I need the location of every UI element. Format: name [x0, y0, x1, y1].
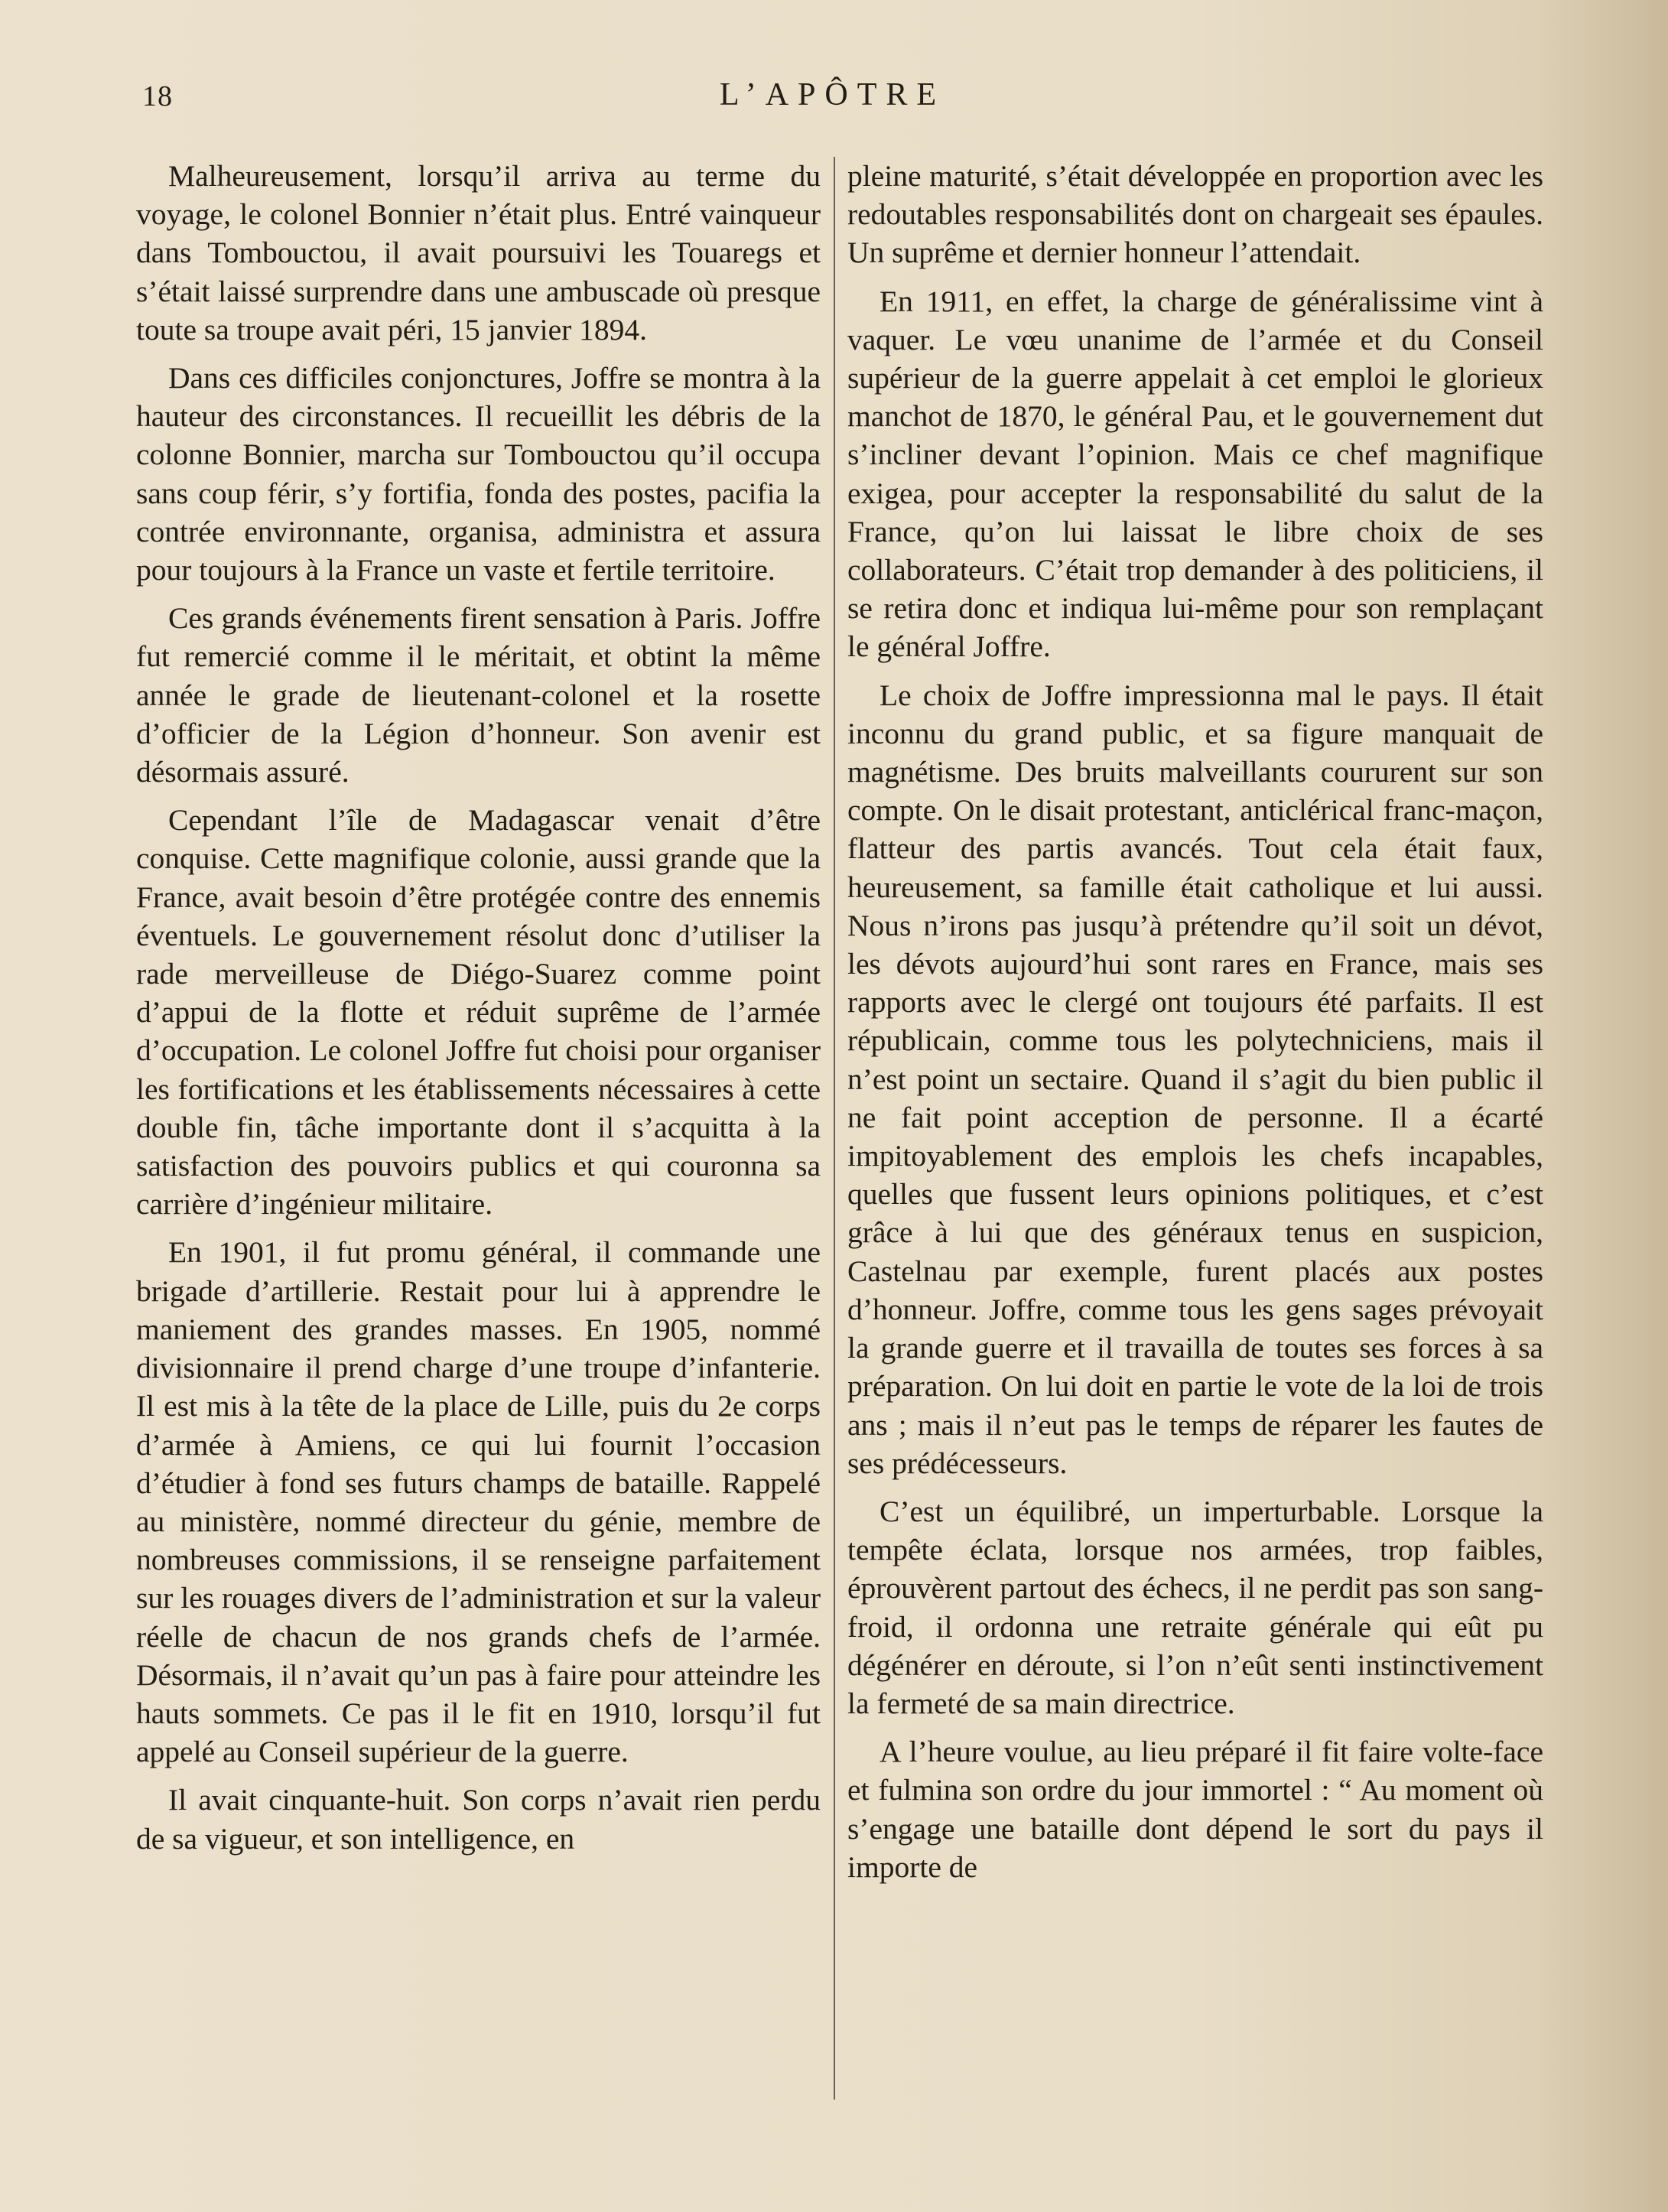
- paragraph: Ces grands événements firent sensation à Paris. Joffre fut remercié comme il le méritait, et obtint la même année le grade de lieutenant-colonel et la rosette d’officier de la Légion d’honneur. Son avenir est désormais assuré.: [136, 601, 821, 789]
- left-column: [136, 157, 821, 1868]
- column-divider: [834, 157, 835, 2100]
- paragraph: Le choix de Joffre impressionna mal le pays. Il était inconnu du grand public, et sa figure manquait de magnétisme. Des bruits malveillants coururent sur son compte. On le disait protestant, anticlérical franc-maçon, flatteur des partis avancés. Tout cela était faux, heureusement, sa famille était catholique et lui aussi. Nous n’irons pas jusqu’à prétendre qu’il soit un dévot, les dévots aujourd’hui sont rares en France, mais ses rapports avec le clergé ont toujours été parfaits. Il est républicain, comme tous les polytechniciens, mais il n’est point un sectaire. Quand il s’agit du bien public il ne fait point acception de personne. Il a écarté impitoyablement des emplois les chefs incapables, quelles que fussent leurs opinions politiques, et c’est grâce à lui que des généraux tenus en suspicion, Castelnau par exemple, furent placés aux postes d’honneur. Joffre, comme tous les gens sages prévoyait la grande guerre et il travailla de toutes ses forces à sa préparation. On lui doit en partie le vote de la loi de trois ans ; mais il n’eut pas le temps de réparer les fautes de ses prédécesseurs.: [847, 678, 1543, 1480]
- paragraph: C’est un équilibré, un imperturbable. Lorsque la tempête éclata, lorsque nos armées, trop faibles, éprouvèrent partout des échecs, il ne perdit pas son sang-froid, il ordonna une retraite générale qui eût pu dégénérer en déroute, si l’on n’eût senti instinctivement la fermeté de sa main directrice.: [847, 1494, 1543, 1720]
- right-column: [847, 157, 1543, 1896]
- paragraph: Malheureusement, lorsqu’il arriva au terme du voyage, le colonel Bonnier n’était plus. Entré vainqueur dans Tombouctou, il avait poursuivi les Touaregs et s’était laissé surprendre dans une ambuscade où presque toute sa troupe avait péri, 15 janvier 1894.: [136, 159, 821, 346]
- paragraph: Dans ces difficiles conjonctures, Joffre se montra à la hauteur des circonstances. Il recueillit les débris de la colonne Bonnier, marcha sur Tombouctou qu’il occupa sans coup férir, s’y fortifia, fonda des postes, pacifia la contrée environnante, organisa, administra et assura pour toujours à la France un vaste et fertile territoire.: [136, 361, 821, 587]
- page-header: [142, 70, 1523, 116]
- paragraph: pleine maturité, s’était développée en proportion avec les redoutables responsabilités dont on chargeait ses épaules. Un suprême et dernier honneur l’attendait.: [847, 159, 1543, 270]
- paragraph: Il avait cinquante-huit. Son corps n’avait rien perdu de sa vigueur, et son intelligence, en: [136, 1783, 821, 1856]
- paragraph: Cependant l’île de Madagascar venait d’être conquise. Cette magnifique colonie, aussi grande que la France, avait besoin d’être protégée contre des ennemis éventuels. Le gouvernement résolut donc d’utiliser la rade merveilleuse de Diégo-Suarez comme point d’appui de la flotte et réduit suprême de l’armée d’occupation. Le colonel Joffre fut choisi pour organiser les fortifications et les établissements nécessaires à cette double fin, tâche importante dont il s’acquitta à la satisfaction des pouvoirs publics et qui couronna sa carrière d’ingénieur militaire.: [136, 803, 821, 1221]
- paragraph: A l’heure voulue, au lieu préparé il fit faire volte-face et fulmina son ordre du jour immortel : “ Au moment où s’engage une bataille dont dépend le sort du pays il importe de: [847, 1735, 1543, 1884]
- paragraph: En 1901, il fut promu général, il commande une brigade d’artillerie. Restait pour lui à apprendre le maniement des grandes masses. En 1905, nommé divisionnaire il prend charge d’une troupe d’infanterie. Il est mis à la tête de la place de Lille, puis du 2e corps d’armée à Amiens, ce qui lui fournit l’occasion d’étudier à fond ses futurs champs de bataille. Rappelé au ministère, nommé directeur du génie, membre de nombreuses commissions, il se renseigne parfaitement sur les rouages divers de l’administration et sur la valeur réelle de chacun de nos grands chefs de l’armée. Désormais, il n’avait qu’un pas à faire pour atteindre les hauts sommets. Ce pas il le fit en 1910, lorsqu’il fut appelé au Conseil supérieur de la guerre.: [136, 1235, 821, 1769]
- page-number: 18: [142, 80, 173, 112]
- running-title: L’APÔTRE: [719, 77, 946, 112]
- paragraph: En 1911, en effet, la charge de généralissime vint à vaquer. Le vœu unanime de l’armée et du Conseil supérieur de la guerre appelait à cet emploi le glorieux manchot de 1870, le général Pau, et le gouvernement dut s’incliner devant l’opinion. Mais ce chef magnifique exigea, pour accepter la responsabilité du salut de la France, qu’on lui laissat le libre choix de ses collaborateurs. C’était trop demander à des politiciens, il se retira donc et indiqua lui-même pour son remplaçant le général Joffre.: [847, 284, 1543, 664]
